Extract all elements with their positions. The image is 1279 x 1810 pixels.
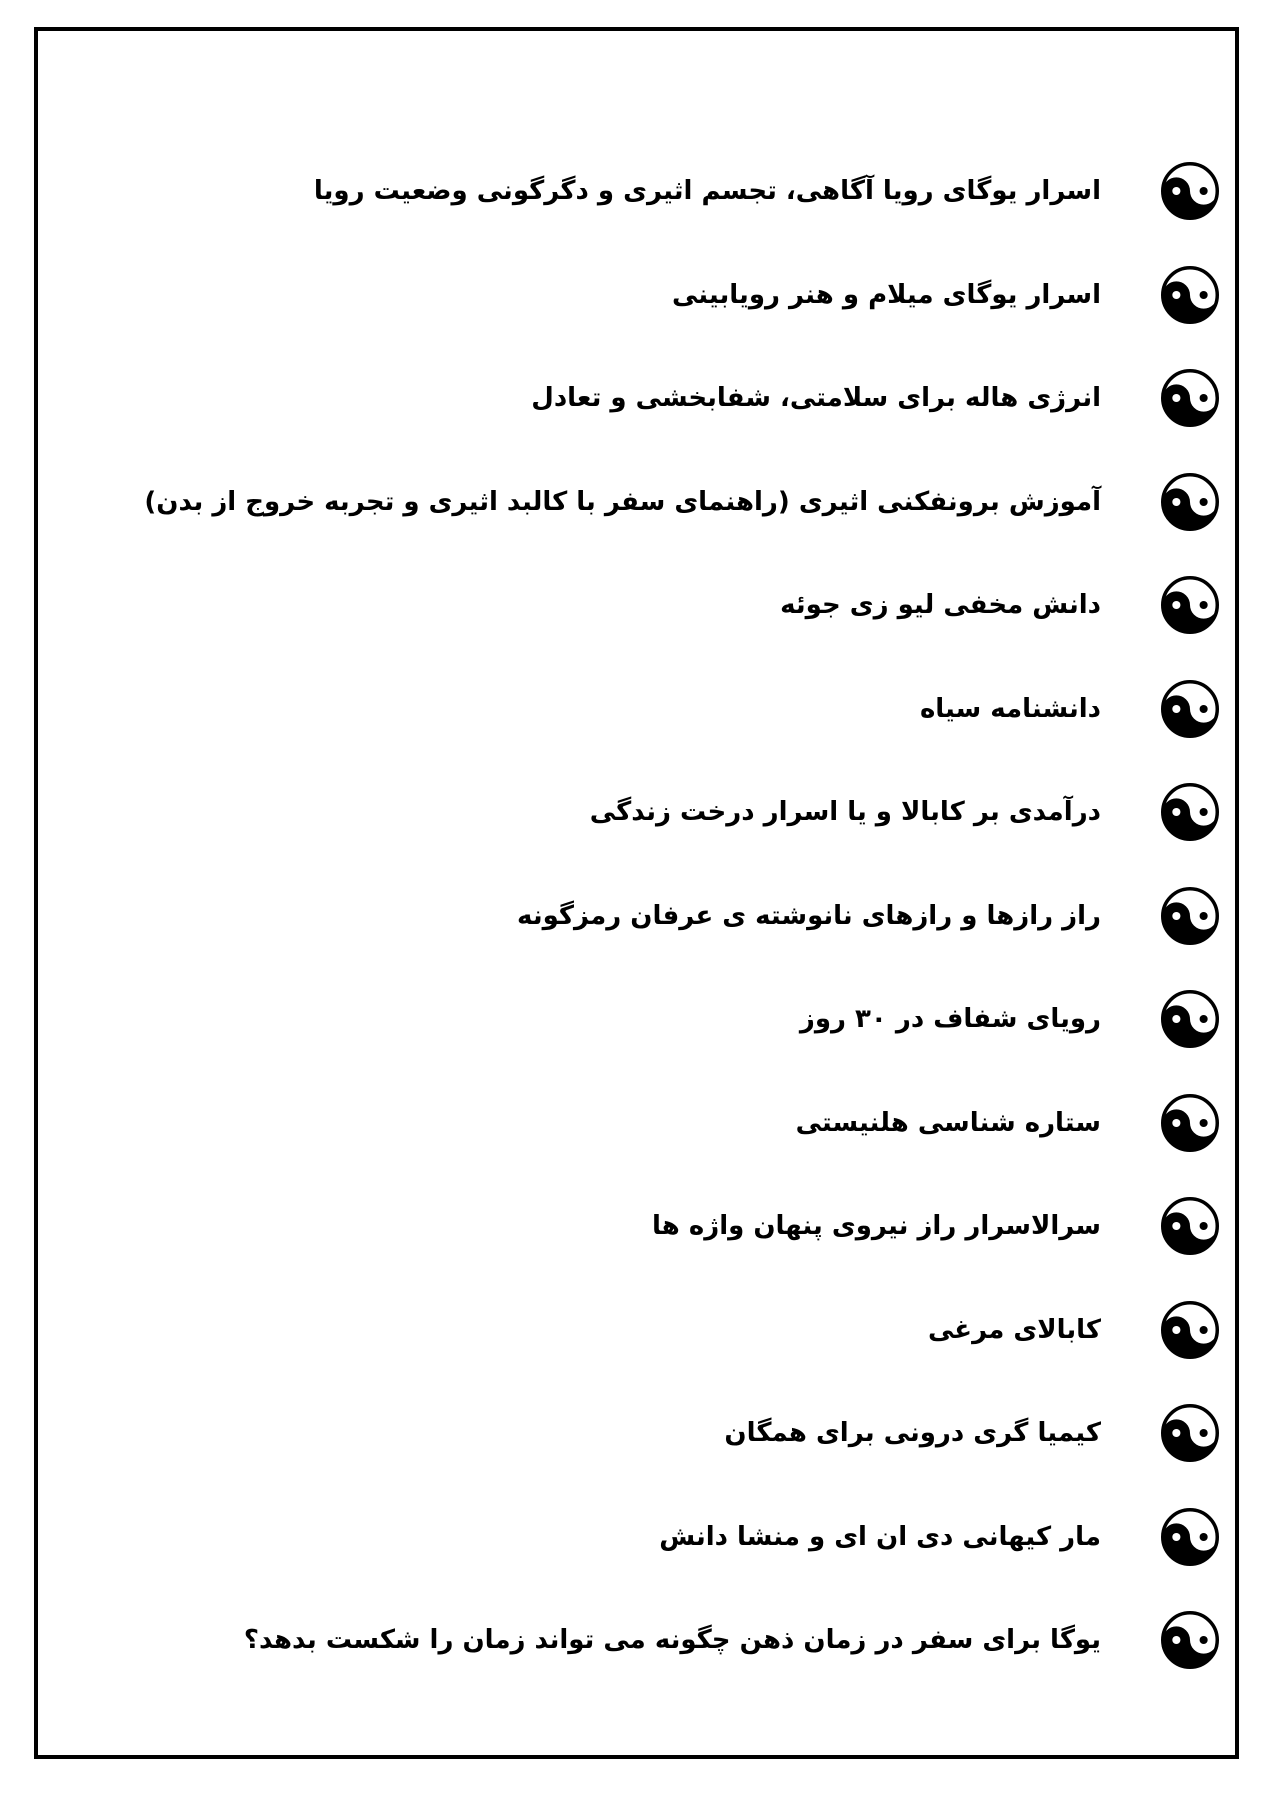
- yin-yang-icon: [1161, 1404, 1219, 1462]
- book-title: سرالاسرار راز نیروی پنهان واژه ها: [652, 1211, 1101, 1241]
- yin-yang-icon: [1161, 473, 1219, 531]
- book-title: یوگا برای سفر در زمان ذهن چگونه می تواند زمان را شکست بدهد؟: [243, 1625, 1101, 1655]
- list-item: [60, 887, 1239, 991]
- book-title: دانش مخفی لیو زی جوئه: [780, 590, 1101, 620]
- book-title: مار کیهانی دی ان ای و منشا دانش: [659, 1521, 1101, 1552]
- list-item: [60, 266, 1239, 370]
- list-item: [60, 162, 1239, 266]
- book-title: اسرار یوگای میلام و هنر رویابینی: [672, 279, 1101, 310]
- list-item: [60, 576, 1239, 680]
- yin-yang-icon: [1161, 162, 1219, 220]
- list-item: [60, 1301, 1239, 1405]
- yin-yang-icon: [1161, 266, 1219, 324]
- book-title: کابالای مرغی: [928, 1314, 1101, 1345]
- book-title: کیمیا گری درونی برای همگان: [724, 1418, 1101, 1448]
- book-title: دانشنامه سیاه: [919, 693, 1101, 724]
- list-item: [60, 1094, 1239, 1198]
- list-item: [60, 1404, 1239, 1508]
- list-item: [60, 1508, 1239, 1612]
- book-title: اسرار یوگای رویا آگاهی، تجسم اثیری و دگرگونی وضعیت رویا: [313, 176, 1101, 206]
- book-title: انرژی هاله برای سلامتی، شفابخشی و تعادل: [531, 383, 1101, 413]
- list-item: [60, 473, 1239, 577]
- book-title: آموزش برونفکنی اثیری (راهنمای سفر با کالبد اثیری و تجربه خروج از بدن): [144, 486, 1101, 517]
- yin-yang-icon: [1161, 680, 1219, 738]
- yin-yang-icon: [1161, 1094, 1219, 1152]
- book-title: رویای شفاف در ۳۰ روز: [799, 1004, 1101, 1034]
- list-item: [60, 783, 1239, 887]
- yin-yang-icon: [1161, 887, 1219, 945]
- yin-yang-icon: [1161, 990, 1219, 1048]
- list-item: [60, 1197, 1239, 1301]
- yin-yang-icon: [1161, 576, 1219, 634]
- list-item: [60, 680, 1239, 784]
- yin-yang-icon: [1161, 369, 1219, 427]
- book-list: [60, 162, 1239, 1715]
- yin-yang-icon: [1161, 1508, 1219, 1566]
- book-title: راز رازها و رازهای نانوشته ی عرفان رمزگونه: [517, 900, 1101, 931]
- yin-yang-icon: [1161, 1611, 1219, 1669]
- book-title: درآمدی بر کابالا و یا اسرار درخت زندگی: [589, 797, 1101, 827]
- yin-yang-icon: [1161, 1197, 1219, 1255]
- book-title: ستاره شناسی هلنیستی: [795, 1107, 1101, 1138]
- list-item: [60, 369, 1239, 473]
- yin-yang-icon: [1161, 1301, 1219, 1359]
- yin-yang-icon: [1161, 783, 1219, 841]
- list-item: [60, 1611, 1239, 1715]
- list-item: [60, 990, 1239, 1094]
